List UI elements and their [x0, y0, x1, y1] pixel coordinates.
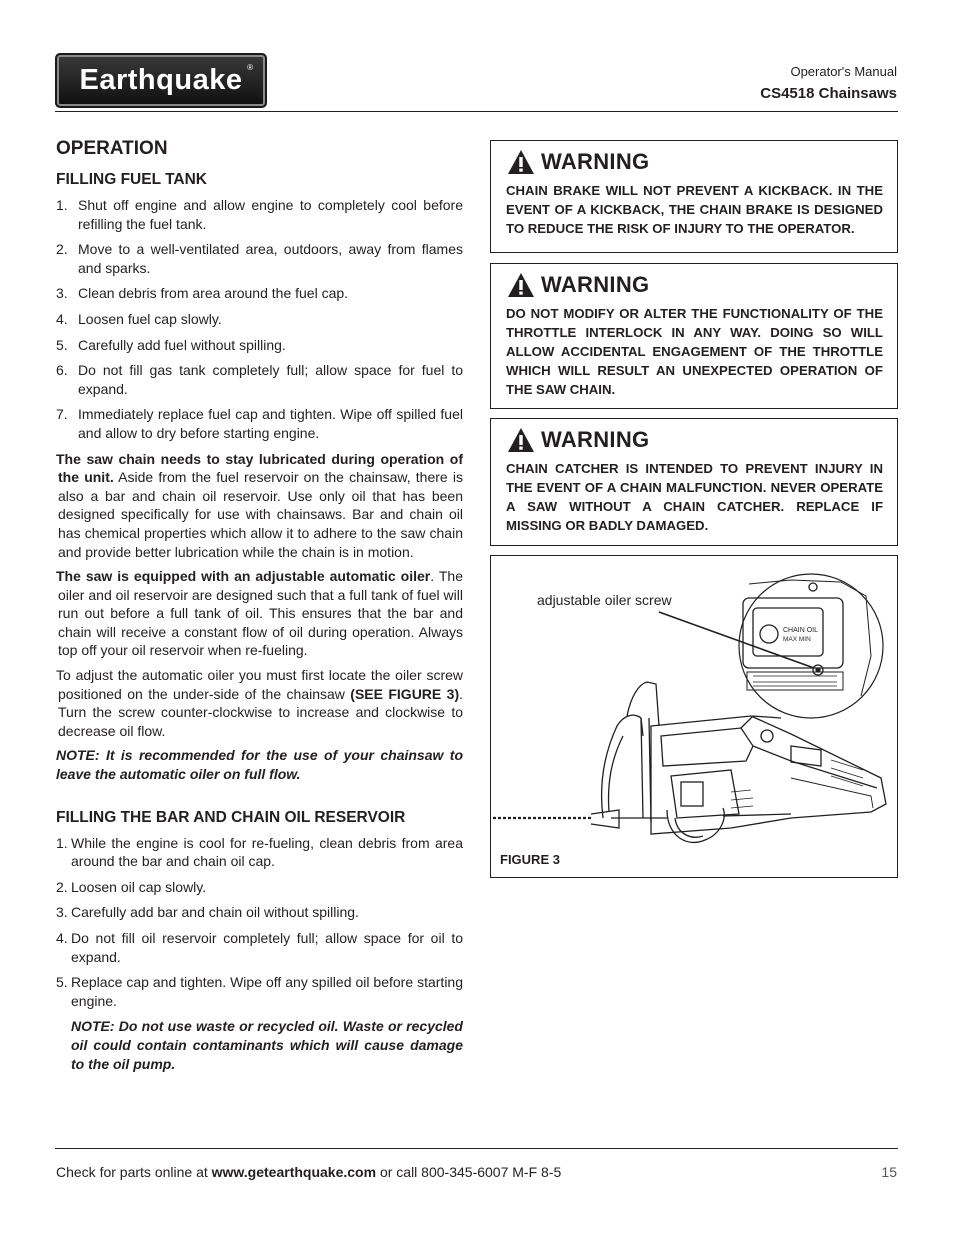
- oiler-paragraph: The saw is equipped with an adjustable automatic oiler. The oiler and oil reservoir are designed such that a full tank of fuel will run out before a full tank of oil. This ensures that the bar and chain will receive a constant flow of oil during operation. Always top off your oil reservoir when re-fueling.: [56, 568, 463, 659]
- list-item: 4. Loosen fuel cap slowly.: [56, 310, 222, 327]
- oiler-screw-callout: adjustable oiler screw: [537, 592, 672, 608]
- warning-icon: [507, 427, 535, 453]
- list-item: 1. While the engine is cool for re-fueling, clean debris from area around the bar and chain oil cap.: [56, 834, 463, 870]
- chainsaw-illustration: [491, 556, 899, 879]
- earthquake-logo: [55, 53, 267, 108]
- warning-icon: [507, 149, 535, 175]
- footer-text: Check for parts online at www.getearthquake.com or call 800-345-6007 M-F 8-5: [56, 1164, 562, 1180]
- model-label: CS4518 Chainsaws: [760, 85, 897, 102]
- list-item: 6. Do not fill gas tank completely full; allow space for fuel to expand.: [56, 362, 463, 397]
- logo-registered-mark: ®: [247, 63, 253, 72]
- list-item: 5. Replace cap and tighten. Wipe off any spilled oil before starting engine.: [56, 974, 463, 1009]
- website-link[interactable]: www.getearthquake.com: [211, 1164, 377, 1180]
- fuel-heading: FILLING FUEL TANK: [56, 171, 207, 188]
- list-item: 3. Clean debris from area around the fuel cap.: [56, 285, 349, 302]
- warning-box-chain-catcher: [490, 418, 898, 546]
- section-title: OPERATION: [56, 138, 168, 159]
- warning-text: CHAIN BRAKE WILL NOT PREVENT A KICKBACK. IN THE EVENT OF A KICKBACK, THE CHAIN BRAKE IS DESIGNED TO REDUCE THE RISK OF INJURY TO THE OPERATOR.: [506, 183, 883, 236]
- decal-max-min: MAX MIN: [783, 636, 811, 643]
- manual-label: Operator's Manual: [790, 64, 897, 79]
- adjust-paragraph: To adjust the automatic oiler you must first locate the oiler screw positioned on the under-side of the chainsaw (SEE FIGURE 3). Turn the screw counter-clockwise to increase and clockwise to decrease oil flow.: [56, 667, 463, 739]
- list-item: 4. Do not fill oil reservoir completely full; allow space for oil to expand.: [56, 930, 463, 965]
- decal-chain-oil: CHAIN OIL: [783, 627, 819, 634]
- page-number: 15: [881, 1164, 897, 1180]
- warning-box-throttle-interlock: [490, 263, 898, 409]
- list-item: 2. Move to a well-ventilated area, outdoors, away from flames and sparks.: [56, 241, 463, 276]
- fuel-steps-list: [56, 196, 463, 443]
- footer-divider: [55, 1148, 898, 1149]
- list-item: 2. Loosen oil cap slowly.: [56, 878, 207, 895]
- list-item: 7. Immediately replace fuel cap and tighten. Wipe off spilled fuel and allow to dry before starting engine.: [56, 406, 463, 441]
- figure-3: [490, 555, 898, 878]
- list-item: 5. Carefully add fuel without spilling.: [56, 336, 286, 353]
- warning-icon: [507, 272, 535, 298]
- figure-label: FIGURE 3: [500, 852, 560, 867]
- logo-text: Earthquake: [79, 64, 243, 96]
- oil-heading: FILLING THE BAR AND CHAIN OIL RESERVOIR: [56, 808, 406, 826]
- warning-box-chain-brake: [490, 140, 898, 253]
- oiler-note: NOTE: It is recommended for the use of your chainsaw to leave the automatic oiler on full flow.: [56, 747, 463, 783]
- header-divider: [55, 111, 898, 112]
- oil-steps-list: [56, 834, 463, 1011]
- warning-title: WARNING: [541, 149, 650, 174]
- warning-text: CHAIN CATCHER IS INTENDED TO PREVENT INJURY IN THE EVENT OF A CHAIN MALFUNCTION. NEVER OPERATE A SAW WITHOUT A CHAIN CATCHER. REPLACE IF MISSING OR BADLY DAMAGED.: [506, 461, 883, 533]
- list-item: 1. Shut off engine and allow engine to completely cool before refilling the fuel tank.: [56, 197, 463, 232]
- left-column: [56, 138, 463, 1073]
- list-item: 3. Carefully add bar and chain oil without spilling.: [56, 904, 359, 921]
- warning-title: WARNING: [541, 427, 650, 452]
- oil-note: NOTE: Do not use waste or recycled oil. Waste or recycled oil could contain contaminants which will cause damage to the oil pump.: [71, 1018, 463, 1072]
- warning-text: DO NOT MODIFY OR ALTER THE FUNCTIONALITY OF THE THROTTLE INTERLOCK IN ANY WAY. DOING SO WILL ALLOW ACCIDENTAL ENGAGEMENT OF THE THROTTLE WHICH WILL RESULT AN UNEXPECTED OPERATION OF THE SAW CHAIN.: [506, 306, 883, 397]
- lubrication-paragraph: The saw chain needs to stay lubricated during operation of the unit. Aside from the fuel reservoir on the chainsaw, there is also a bar and chain oil reservoir. Use only oil that has been designed specifically for use with chainsaws. Bar and chain oil has chemical properties which allow it to adhere to the saw chain and provide better lubrication while the chain is in motion.: [56, 450, 464, 560]
- warning-title: WARNING: [541, 272, 650, 297]
